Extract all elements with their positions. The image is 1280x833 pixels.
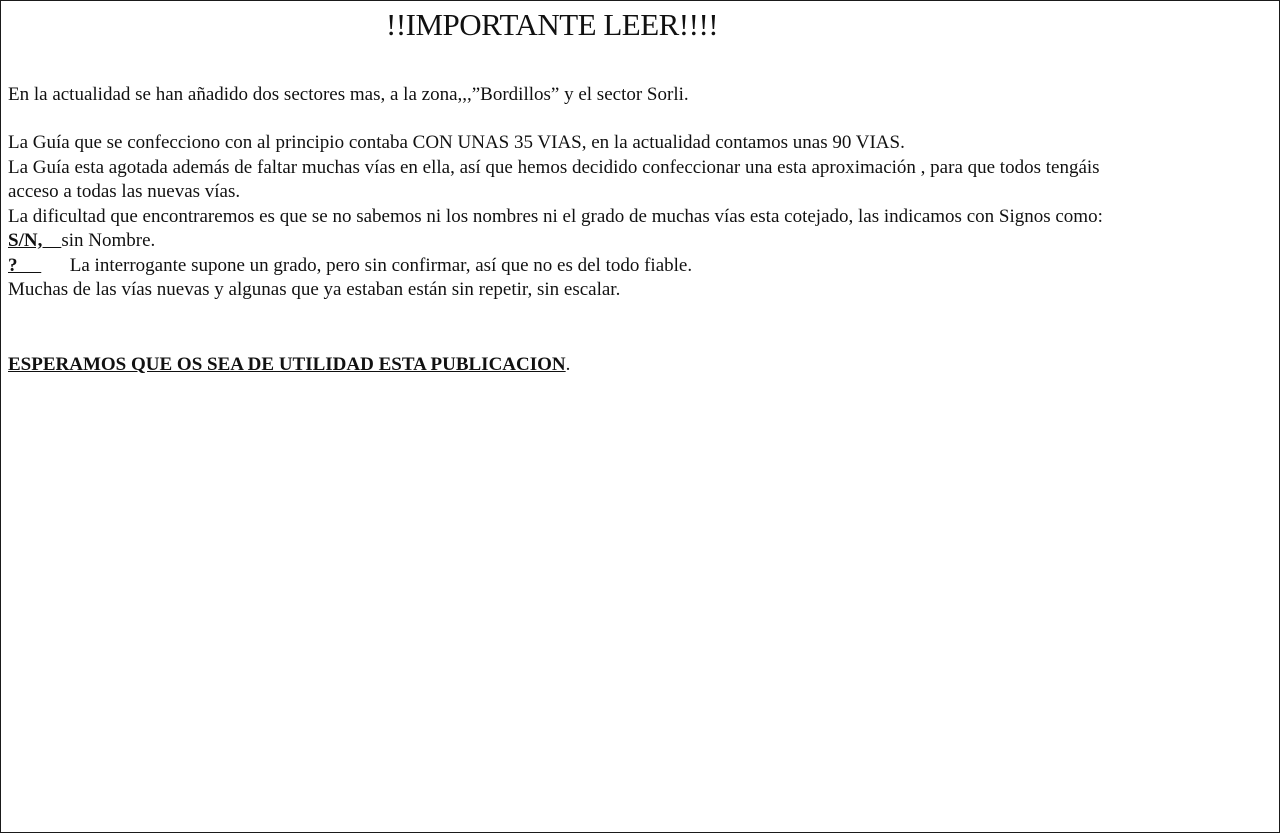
sign-symbol-sn: S/N, bbox=[8, 230, 62, 251]
sign-meaning-question: La interrogante supone un grado, pero sin confirmar, así que no es del todo fiable. bbox=[41, 254, 693, 276]
closing-punctuation: . bbox=[565, 354, 571, 375]
intro-paragraph: En la actualidad se han añadido dos sectores mas, a la zona,,,”Bordillos” y el sector Sorli. bbox=[8, 84, 689, 105]
closing-line bbox=[8, 353, 570, 377]
note-line: Muchas de las vías nuevas y algunas que ya estaban están sin repetir, sin escalar. bbox=[8, 279, 621, 300]
guide-paragraph bbox=[8, 131, 1258, 303]
sign-symbol-question: ? bbox=[8, 254, 42, 276]
guide-line: La Guía que se confecciono con al principio contaba CON UNAS 35 VIAS, en la actualidad contamos unas 90 VIAS. bbox=[8, 132, 905, 153]
sign-line-question bbox=[8, 254, 1258, 279]
sign-line-sn bbox=[8, 229, 1258, 254]
guide-line: acceso a todas las nuevas vías. bbox=[8, 181, 241, 202]
page-title: !!IMPORTANTE LEER!!!! bbox=[386, 7, 719, 42]
guide-line: La Guía esta agotada además de faltar muchas vías en ella, así que hemos decidido confeccionar una esta aproximación , para que todos tengáis bbox=[8, 156, 1100, 178]
sign-meaning-sn: sin Nombre. bbox=[61, 230, 156, 251]
guide-line: La dificultad que encontraremos es que se no sabemos ni los nombres ni el grado de muchas vías esta cotejado, las indicamos con Signos como: bbox=[8, 205, 1103, 227]
closing-text: ESPERAMOS QUE OS SEA DE UTILIDAD ESTA PUBLICACION bbox=[8, 354, 566, 375]
